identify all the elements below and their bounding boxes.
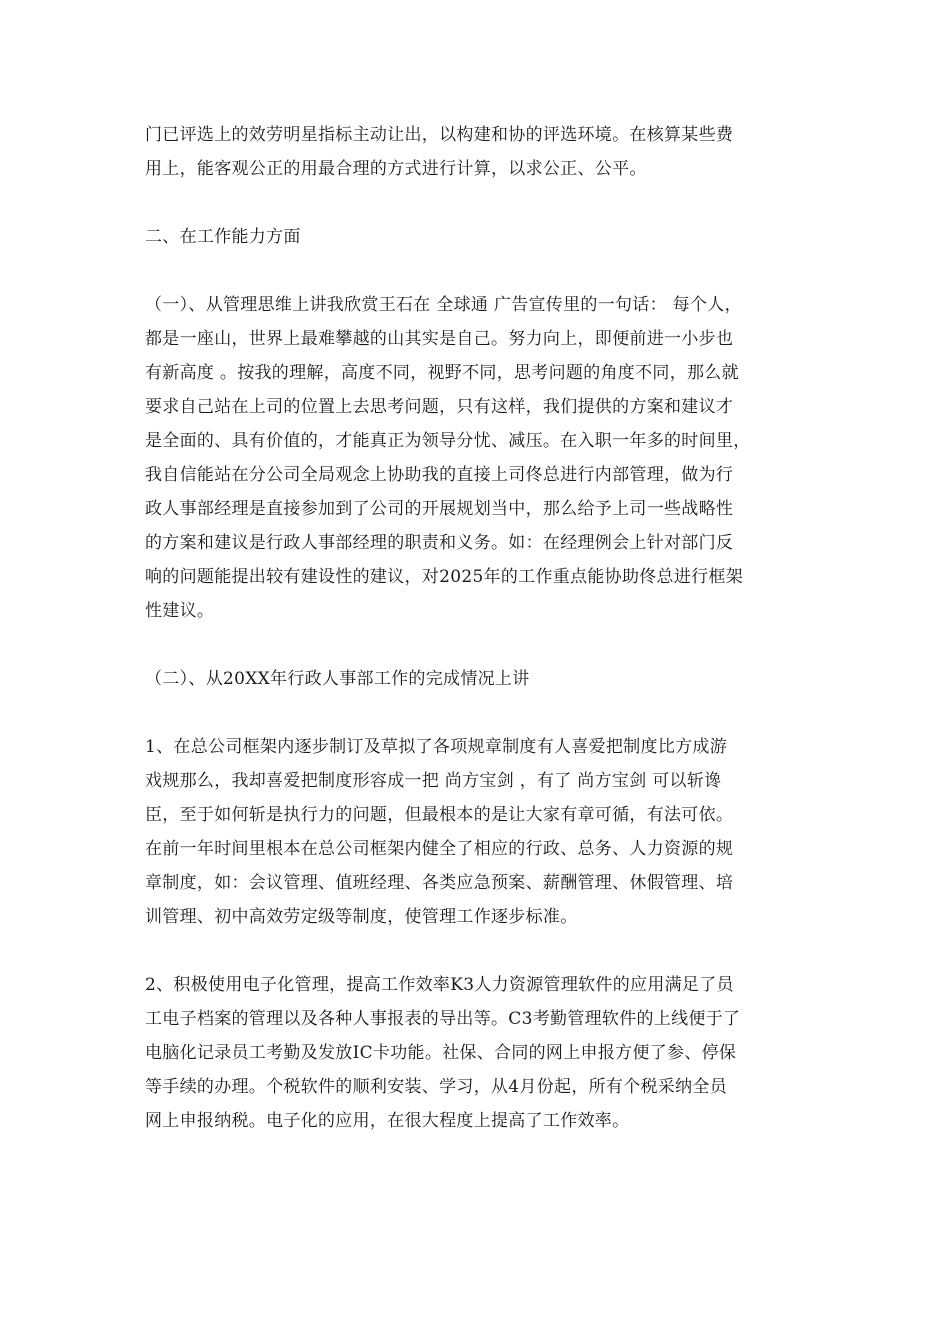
paragraph [145,662,810,696]
paragraph [145,118,810,186]
paragraph [145,968,810,1138]
paragraph [145,220,810,254]
text-line: 2、积极使用电子化管理，提高工作效率K3人力资源管理软件的应用满足了员 [145,975,734,995]
text-line: 要求自己站在上司的位置上去思考问题，只有这样，我们提供的方案和建议才 [145,397,734,417]
paragraph-spacer [145,254,810,288]
paragraph-spacer [145,934,810,968]
text-line: 的方案和建议是行政人事部经理的职责和义务。如：在经理例会上针对部门反 [145,533,734,553]
text-line: 是全面的、具有价值的，才能真正为领导分忧、减压。在入职一年多的时间里， [145,431,751,451]
text-line: 工电子档案的管理以及各种人事报表的导出等。C3考勤管理软件的上线便于了 [145,1009,741,1029]
text-line: 门已评选上的效劳明星指标主动让出，以构建和协的评选环境。在核算某些费 [145,125,734,145]
text-line: 都是一座山，世界上最难攀越的山其实是自己。努力向上，即便前进一小步也 [145,329,734,349]
text-line: 响的问题能提出较有建设性的建议，对2025年的工作重点能协助佟总进行框架 [145,567,744,587]
text-line: 章制度，如：会议管理、值班经理、各类应急预案、薪酬管理、休假管理、培 [145,873,734,893]
text-line: 等手续的办理。个税软件的顺利安装、学习，从4月份起，所有个税采纳全员 [145,1077,728,1097]
text-line: 1、在总公司框架内逐步制订及草拟了各项规章制度有人喜爱把制度比方成游 [145,737,728,757]
text-line: 有新高度 。按我的理解，高度不同，视野不同，思考问题的角度不同，那么就 [145,363,739,383]
text-line: 政人事部经理是直接参加到了公司的开展规划当中，那么给予上司一些战略性 [145,499,734,519]
text-line: 性建议。 [145,601,215,621]
text-line: （一）、从管理思维上讲我欣赏王石在 全球通 广告宣传里的一句话： 每个人， [145,295,742,315]
paragraph-spacer [145,696,810,730]
text-line: 我自信能站在分公司全局观念上协助我的直接上司佟总进行内部管理，做为行 [145,465,734,485]
text-line: 用上，能客观公正的用最合理的方式进行计算，以求公正、公平。 [145,159,647,179]
text-line: 臣，至于如何斩是执行力的问题，但最根本的是让大家有章可循，有法可依。 [145,805,734,825]
text-line: 训管理、初中高效劳定级等制度，使管理工作逐步标准。 [145,907,578,927]
text-line: （二）、从20XX年行政人事部工作的完成情况上讲 [145,669,530,689]
text-line: 电脑化记录员工考勤及发放IC卡功能。社保、合同的网上申报方便了参、停保 [145,1043,737,1063]
text-line: 在前一年时间里根本在总公司框架内健全了相应的行政、总务、人力资源的规 [145,839,734,859]
paragraph [145,288,810,628]
document-body [145,118,810,1138]
paragraph-spacer [145,628,810,662]
text-line: 二、在工作能力方面 [145,227,301,247]
text-line: 网上申报纳税。电子化的应用，在很大程度上提高了工作效率。 [145,1111,630,1131]
text-line: 戏规那么，我却喜爱把制度形容成一把 尚方宝剑 ，有了 尚方宝剑 可以斩谗 [145,771,722,791]
paragraph-spacer [145,186,810,220]
paragraph [145,730,810,934]
